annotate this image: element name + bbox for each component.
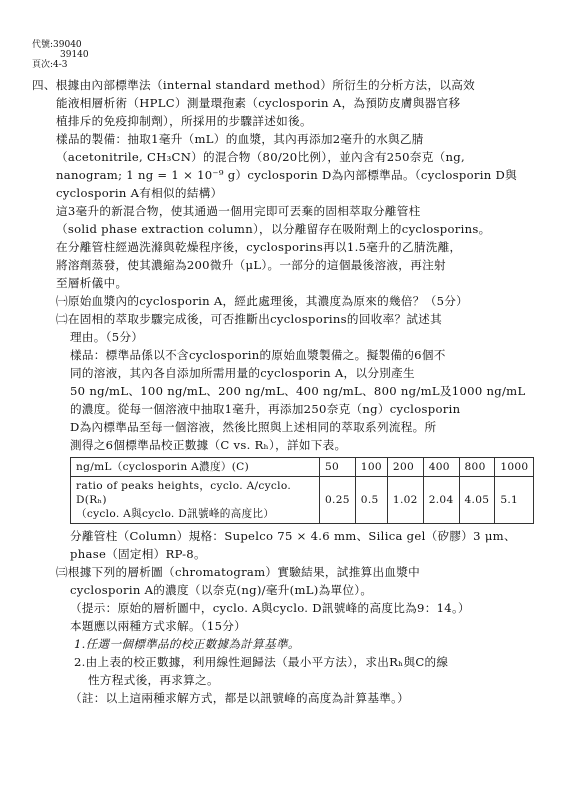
note: （註：以上這兩種求解方式，都是以訊號峰的高度為計算基準。） [70, 691, 410, 705]
ratio-cell: 4.05 [459, 477, 495, 524]
standards-line-5: D為內標準品至每一個溶液，然後比照與上述相同的萃取系列流程。所 [70, 420, 437, 434]
ratio-header-line-2: （cyclo. A與cyclo. D訊號峰的高度比） [76, 508, 275, 520]
concentration-cell: 100 [355, 458, 387, 477]
intro-line-2: 能液相層析術（HPLC）測量環孢素（cyclosporin A，為預防皮膚與器官移 [56, 96, 461, 110]
column-spec-line-1: 分離管柱（Column）規格：Supelco 75 × 4.6 mm、Silica gel（矽膠）3 μm、 [70, 529, 516, 543]
exam-code-second: 39140 [60, 50, 89, 60]
concentration-cell: 200 [387, 458, 423, 477]
standards-line-2: 同的溶液，其內各自添加所需用量的cyclosporin A，以分別產生 [70, 366, 415, 380]
sample-prep-line-4: cyclosporin A有相似的結構） [56, 186, 223, 200]
method-2-line-2: 性方程式後，再求算之。 [88, 673, 219, 687]
hint-line-2: 本題應以兩種方式求解。（15分） [70, 619, 247, 633]
concentration-cell: 50 [320, 458, 356, 477]
question-2-line-2: 理由。（5分） [70, 330, 144, 344]
ratio-header [71, 477, 320, 524]
standards-line-1: 樣品：標準品係以不含cyclosporin的原始血漿製備之。擬製備的6個不 [70, 348, 446, 362]
sample-prep-line-1: 樣品的製備：抽取1毫升（mL）的血漿，其內再添加2毫升的水與乙腈 [56, 132, 424, 146]
column-spec-line-2: phase（固定相）RP-8。 [70, 547, 206, 561]
standards-line-3: 50 ng/mL、100 ng/mL、200 ng/mL、400 ng/mL、800 ng/mL及1000 ng/mL [70, 384, 526, 398]
table-row [71, 477, 534, 524]
concentration-cell: 800 [459, 458, 495, 477]
ratio-cell: 0.25 [320, 477, 356, 524]
ratio-cell: 0.5 [355, 477, 387, 524]
standards-line-6: 測得之6個標準品校正數據（C vs. Rₕ），詳如下表。 [70, 438, 347, 452]
extraction-line-1: 這3毫升的新混合物，使其通過一個用完即可丟棄的固相萃取分離管柱 [56, 204, 421, 218]
page-header [32, 40, 89, 70]
extraction-line-3: 在分離管柱經過洗滌與乾燥程序後，cyclosporins再以1.5毫升的乙腈洗離， [56, 240, 462, 254]
exam-code: 代號:39040 [32, 40, 82, 50]
sample-prep-line-3: nanogram; 1 ng = 1 × 10⁻⁹ g）cyclosporin D為內部標準品。（cyclosporin D與 [56, 168, 517, 182]
question-2-line-1: ㈡在固相的萃取步驟完成後，可否推斷出cyclosporins的回收率？試述其 [56, 312, 443, 326]
intro-line-3: 植排斥的免疫抑制劑），所採用的步驟詳述如後。 [56, 114, 312, 128]
extraction-line-2: （solid phase extraction column），以分離留存在吸附劑上的cyclosporins。 [56, 222, 491, 236]
question-3-line-2: cyclosporin A的濃度（以奈克(ng)/毫升(mL)為單位）。 [70, 583, 373, 597]
question-3-line-1: ㈢根據下列的層析圖（chromatogram）實驗結果，試推算出血漿中 [56, 565, 421, 579]
method-1: 1.任選一個標準品的校正數據為計算基準。 [74, 637, 300, 651]
concentration-header: ng/mL（cyclosporin A濃度）(C) [71, 458, 320, 477]
hint-line-1: （提示：原始的層析圖中，cyclo. A與cyclo. D訊號峰的高度比為9：14。） [70, 601, 470, 615]
concentration-cell: 400 [423, 458, 459, 477]
ratio-cell: 2.04 [423, 477, 459, 524]
standards-line-4: 的濃度。從每一個溶液中抽取1毫升，再添加250奈克（ng）cyclosporin [70, 402, 461, 416]
intro-line-1: 四、根據由內部標準法（internal standard method）所衍生的分析方法，以高效 [32, 78, 476, 92]
ratio-cell: 5.1 [495, 477, 534, 524]
extraction-line-4: 將溶劑蒸發，使其濃縮為200微升（μL）。一部分的這個最後溶液，再注射 [56, 258, 446, 272]
table-row [71, 458, 534, 477]
concentration-cell: 1000 [495, 458, 534, 477]
sample-prep-line-2: （acetonitrile, CH₃CN）的混合物（80/20比例），並內含有250奈克（ng, [56, 150, 465, 164]
page-number: 頁次:4-3 [32, 60, 68, 70]
question-body [32, 76, 542, 707]
method-2-line-1: 2.由上表的校正數據，利用線性迴歸法（最小平方法），求出Rₕ與C的線 [74, 655, 449, 669]
ratio-header-line-1: ratio of peaks heights，cyclo. A/cyclo. D(Rₕ) [76, 480, 291, 506]
question-1: ㈠原始血漿內的cyclosporin A，經此處理後，其濃度為原來的幾倍？（5分） [56, 294, 469, 308]
calibration-table [70, 457, 534, 524]
extraction-line-5: 至層析儀中。 [56, 276, 128, 290]
ratio-cell: 1.02 [387, 477, 423, 524]
